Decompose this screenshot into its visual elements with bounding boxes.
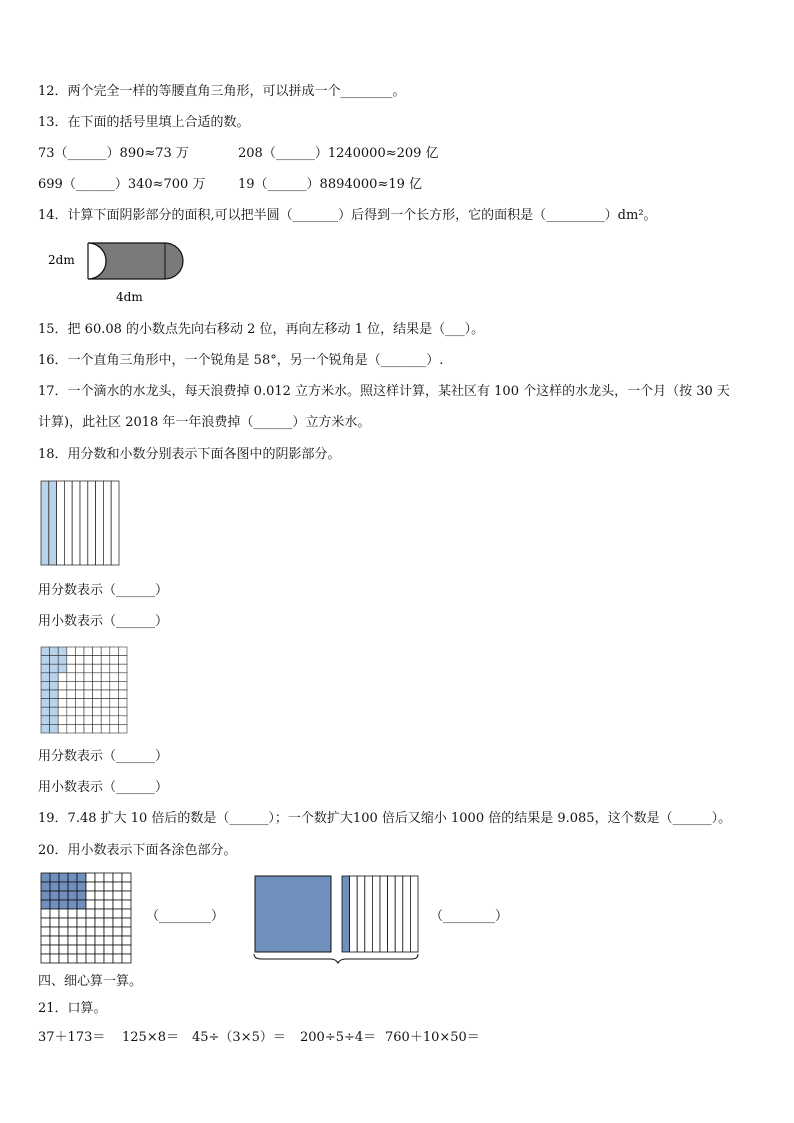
- grid-cell: [93, 690, 102, 699]
- question-13: 13．在下面的括号里填上合适的数。: [38, 115, 250, 130]
- grid-cell: [77, 918, 86, 927]
- grid-cell: [77, 891, 86, 900]
- q21-item-2: 125×8＝: [122, 1030, 179, 1045]
- grid-cell: [86, 945, 95, 954]
- grid-cell: [77, 954, 86, 963]
- grid-cell: [93, 647, 102, 656]
- q18-fig2-fraction-label: 用分数表示（______）: [38, 749, 169, 764]
- grid-cell: [95, 936, 104, 945]
- grid-cell: [93, 707, 102, 716]
- grid-cell: [101, 656, 110, 665]
- grid-cell: [86, 891, 95, 900]
- column-strip: [96, 481, 104, 565]
- grid-cell: [118, 647, 127, 656]
- column-strip: [111, 481, 119, 565]
- column-strip: [88, 481, 96, 565]
- grid-cell: [67, 656, 76, 665]
- grid-cell: [68, 954, 77, 963]
- grid-cell: [59, 873, 68, 882]
- grid-cell: [101, 681, 110, 690]
- grid-cell: [41, 918, 50, 927]
- grid-cell: [110, 724, 119, 733]
- grid-cell: [118, 690, 127, 699]
- column-strip: [380, 876, 388, 952]
- grid-cell: [50, 647, 59, 656]
- grouping-brace: [254, 954, 418, 963]
- q21-item-3: 45÷（3×5）＝: [192, 1030, 286, 1045]
- grid-cell: [50, 900, 59, 909]
- question-13-item-3: 699（______）340≈700 万: [38, 177, 206, 192]
- grid-cell: [110, 656, 119, 665]
- column-strip: [103, 481, 111, 565]
- grid-cell: [41, 724, 50, 733]
- grid-cell: [50, 954, 59, 963]
- grid-cell: [93, 673, 102, 682]
- grid-cell: [84, 724, 93, 733]
- grid-cell: [95, 945, 104, 954]
- grid-cell: [104, 909, 113, 918]
- grid-cell: [118, 724, 127, 733]
- column-strip: [403, 876, 411, 952]
- grid-cell: [41, 690, 50, 699]
- column-strip: [342, 876, 350, 952]
- grid-cell: [113, 945, 122, 954]
- grid-cell: [77, 945, 86, 954]
- grid-cell: [58, 707, 67, 716]
- grid-cell: [59, 909, 68, 918]
- grid-cell: [77, 900, 86, 909]
- grid-cell: [50, 681, 59, 690]
- column-strip: [49, 481, 57, 565]
- question-17-line-1: 17．一个滴水的水龙头，每天浪费掉 0.012 立方米水。照这样计算，某社区有 100 个这样的水龙头，一个月（按 30 天: [38, 384, 730, 399]
- grid-cell: [50, 716, 59, 725]
- grid-cell: [77, 936, 86, 945]
- grid-cell: [77, 909, 86, 918]
- grid-cell: [104, 954, 113, 963]
- grid-cell: [41, 936, 50, 945]
- grid-cell: [75, 673, 84, 682]
- grid-cell: [113, 891, 122, 900]
- grid-cell: [41, 900, 50, 909]
- column-strip: [64, 481, 72, 565]
- grid-cell: [113, 900, 122, 909]
- grid-cell: [50, 699, 59, 708]
- q14-width-label: 4dm: [116, 290, 143, 304]
- grid-cell: [50, 673, 59, 682]
- grid-cell: [75, 664, 84, 673]
- grid-cell: [104, 918, 113, 927]
- grid-cell: [68, 900, 77, 909]
- question-20: 20．用小数表示下面各涂色部分。: [38, 843, 237, 858]
- grid-cell: [50, 664, 59, 673]
- q20-answer-blank-1: （________）: [146, 909, 225, 924]
- grid-cell: [122, 873, 131, 882]
- grid-cell: [95, 882, 104, 891]
- grid-cell: [118, 664, 127, 673]
- grid-cell: [59, 882, 68, 891]
- grid-cell: [67, 690, 76, 699]
- grid-cell: [67, 699, 76, 708]
- section-4-heading: 四、细心算一算。: [38, 974, 143, 989]
- grid-cell: [113, 882, 122, 891]
- grid-cell: [122, 918, 131, 927]
- grid-cell: [75, 656, 84, 665]
- grid-cell: [68, 945, 77, 954]
- grid-cell: [68, 918, 77, 927]
- grid-cell: [95, 909, 104, 918]
- grid-cell: [75, 699, 84, 708]
- grid-cell: [58, 716, 67, 725]
- grid-cell: [104, 873, 113, 882]
- grid-cell: [59, 945, 68, 954]
- grid-cell: [86, 936, 95, 945]
- grid-cell: [67, 707, 76, 716]
- grid-cell: [95, 873, 104, 882]
- grid-cell: [58, 656, 67, 665]
- grid-cell: [101, 647, 110, 656]
- q18-hundred-grid-figure: [40, 646, 128, 734]
- grid-cell: [110, 647, 119, 656]
- grid-cell: [50, 927, 59, 936]
- grid-cell: [75, 681, 84, 690]
- grid-cell: [93, 664, 102, 673]
- grid-cell: [86, 927, 95, 936]
- column-strip: [365, 876, 373, 952]
- q21-item-4: 200÷5÷4＝: [300, 1030, 377, 1045]
- grid-cell: [50, 945, 59, 954]
- grid-cell: [93, 699, 102, 708]
- grid-cell: [122, 945, 131, 954]
- grid-cell: [110, 716, 119, 725]
- grid-cell: [58, 664, 67, 673]
- grid-cell: [67, 681, 76, 690]
- column-strip: [350, 876, 358, 952]
- grid-cell: [50, 918, 59, 927]
- grid-cell: [122, 891, 131, 900]
- grid-cell: [113, 954, 122, 963]
- q20-answer-blank-2: （________）: [430, 909, 509, 924]
- grid-cell: [110, 707, 119, 716]
- q18-fig2-decimal-label: 用小数表示（______）: [38, 780, 169, 795]
- question-15: 15．把 60.08 的小数点先向右移动 2 位，再向左移动 1 位，结果是（___）。: [38, 322, 485, 337]
- grid-cell: [41, 647, 50, 656]
- grid-cell: [77, 873, 86, 882]
- grid-cell: [58, 681, 67, 690]
- grid-cell: [86, 882, 95, 891]
- grid-cell: [122, 927, 131, 936]
- grid-cell: [118, 699, 127, 708]
- grid-cell: [84, 699, 93, 708]
- grid-cell: [41, 664, 50, 673]
- q18-fig1-decimal-label: 用小数表示（______）: [38, 614, 169, 629]
- grid-cell: [86, 918, 95, 927]
- grid-cell: [113, 927, 122, 936]
- grid-cell: [122, 882, 131, 891]
- grid-cell: [67, 673, 76, 682]
- grid-cell: [118, 707, 127, 716]
- q20-hundred-grid-figure: [40, 872, 134, 964]
- grid-cell: [50, 690, 59, 699]
- grid-cell: [41, 707, 50, 716]
- grid-cell: [86, 900, 95, 909]
- grid-cell: [113, 909, 122, 918]
- question-14: 14．计算下面阴影部分的面积,可以把半圆（_______）后得到一个长方形，它的面积是（_________）dm²。: [38, 208, 657, 223]
- grid-cell: [118, 681, 127, 690]
- grid-cell: [59, 954, 68, 963]
- question-13-item-1: 73（______）890≈73 万: [38, 146, 189, 161]
- q20-unit-square-pair-figure: [250, 872, 422, 964]
- grid-cell: [95, 927, 104, 936]
- grid-cell: [50, 656, 59, 665]
- question-19: 19．7.48 扩大 10 倍后的数是（______）；一个数扩大100 倍后又缩小 1000 倍的结果是 9.085，这个数是（______）。: [38, 811, 732, 826]
- grid-cell: [41, 873, 50, 882]
- grid-cell: [101, 699, 110, 708]
- grid-cell: [50, 936, 59, 945]
- q14-semicircle-rectangle-figure: [40, 238, 200, 308]
- grid-cell: [84, 673, 93, 682]
- grid-cell: [41, 699, 50, 708]
- column-strip: [372, 876, 380, 952]
- grid-cell: [75, 707, 84, 716]
- grid-cell: [101, 673, 110, 682]
- grid-cell: [41, 954, 50, 963]
- grid-cell: [86, 909, 95, 918]
- grid-cell: [41, 891, 50, 900]
- grid-cell: [118, 716, 127, 725]
- grid-cell: [93, 716, 102, 725]
- column-strip: [357, 876, 365, 952]
- question-13-item-4: 19（______）8894000≈19 亿: [238, 177, 423, 192]
- grid-cell: [101, 724, 110, 733]
- grid-cell: [104, 927, 113, 936]
- q18-fig1-fraction-label: 用分数表示（______）: [38, 583, 169, 598]
- grid-cell: [67, 664, 76, 673]
- grid-cell: [75, 716, 84, 725]
- column-strip: [388, 876, 396, 952]
- grid-cell: [59, 891, 68, 900]
- grid-cell: [86, 954, 95, 963]
- question-12: 12．两个完全一样的等腰直角三角形，可以拼成一个________。: [38, 84, 406, 99]
- question-21: 21．口算。: [38, 1001, 107, 1016]
- grid-cell: [50, 873, 59, 882]
- grid-cell: [113, 936, 122, 945]
- grid-cell: [95, 891, 104, 900]
- grid-cell: [122, 936, 131, 945]
- grid-cell: [75, 724, 84, 733]
- grid-cell: [104, 945, 113, 954]
- grid-cell: [59, 900, 68, 909]
- grid-cell: [84, 656, 93, 665]
- grid-cell: [58, 673, 67, 682]
- grid-cell: [113, 918, 122, 927]
- grid-cell: [77, 927, 86, 936]
- column-strip: [80, 481, 88, 565]
- grid-cell: [68, 891, 77, 900]
- grid-cell: [68, 909, 77, 918]
- grid-cell: [41, 909, 50, 918]
- column-strip: [57, 481, 65, 565]
- grid-cell: [58, 724, 67, 733]
- grid-cell: [95, 954, 104, 963]
- grid-cell: [68, 882, 77, 891]
- grid-cell: [41, 945, 50, 954]
- grid-cell: [59, 936, 68, 945]
- grid-cell: [41, 882, 50, 891]
- grid-cell: [67, 716, 76, 725]
- grid-cell: [101, 707, 110, 716]
- grid-cell: [118, 656, 127, 665]
- grid-cell: [104, 900, 113, 909]
- grid-cell: [41, 656, 50, 665]
- grid-cell: [77, 882, 86, 891]
- question-17-line-2: 计算)，此社区 2018 年一年浪费掉（______）立方米水。: [38, 415, 371, 430]
- grid-cell: [95, 900, 104, 909]
- grid-cell: [104, 882, 113, 891]
- grid-cell: [110, 681, 119, 690]
- grid-cell: [84, 690, 93, 699]
- question-13-item-2: 208（______）1240000≈209 亿: [238, 146, 439, 161]
- grid-cell: [50, 724, 59, 733]
- grid-cell: [113, 873, 122, 882]
- grid-cell: [93, 656, 102, 665]
- grid-cell: [59, 918, 68, 927]
- grid-cell: [67, 647, 76, 656]
- grid-cell: [68, 873, 77, 882]
- grid-cell: [68, 936, 77, 945]
- grid-cell: [122, 954, 131, 963]
- grid-cell: [58, 690, 67, 699]
- column-strip: [395, 876, 403, 952]
- grid-cell: [122, 909, 131, 918]
- grid-cell: [41, 681, 50, 690]
- grid-cell: [101, 690, 110, 699]
- grid-cell: [110, 699, 119, 708]
- grid-cell: [104, 891, 113, 900]
- grid-cell: [110, 664, 119, 673]
- q21-item-5: 760＋10×50＝: [385, 1030, 480, 1045]
- grid-cell: [104, 936, 113, 945]
- grid-cell: [50, 882, 59, 891]
- q14-height-label: 2dm: [48, 253, 75, 267]
- grid-cell: [95, 918, 104, 927]
- grid-cell: [68, 927, 77, 936]
- grid-cell: [122, 900, 131, 909]
- grid-cell: [118, 673, 127, 682]
- column-strip: [41, 481, 49, 565]
- fully-shaded-square: [255, 876, 331, 952]
- column-strip: [410, 876, 418, 952]
- grid-cell: [41, 673, 50, 682]
- grid-cell: [93, 724, 102, 733]
- grid-cell: [41, 716, 50, 725]
- grid-cell: [84, 707, 93, 716]
- grid-cell: [58, 699, 67, 708]
- grid-cell: [86, 873, 95, 882]
- grid-cell: [110, 673, 119, 682]
- question-18: 18．用分数和小数分别表示下面各图中的阴影部分。: [38, 447, 341, 462]
- grid-cell: [84, 664, 93, 673]
- grid-cell: [58, 647, 67, 656]
- grid-cell: [67, 724, 76, 733]
- grid-cell: [84, 681, 93, 690]
- grid-cell: [93, 681, 102, 690]
- column-strip: [72, 481, 80, 565]
- q21-item-1: 37＋173＝: [38, 1030, 106, 1045]
- grid-cell: [59, 927, 68, 936]
- q18-column-figure: [40, 480, 122, 566]
- grid-cell: [50, 707, 59, 716]
- question-16: 16．一个直角三角形中，一个锐角是 58°，另一个锐角是（_______）.: [38, 353, 444, 368]
- grid-cell: [101, 664, 110, 673]
- grid-cell: [101, 716, 110, 725]
- grid-cell: [50, 909, 59, 918]
- grid-cell: [110, 690, 119, 699]
- grid-cell: [50, 891, 59, 900]
- grid-cell: [84, 716, 93, 725]
- grid-cell: [41, 927, 50, 936]
- grid-cell: [84, 647, 93, 656]
- grid-cell: [75, 690, 84, 699]
- grid-cell: [75, 647, 84, 656]
